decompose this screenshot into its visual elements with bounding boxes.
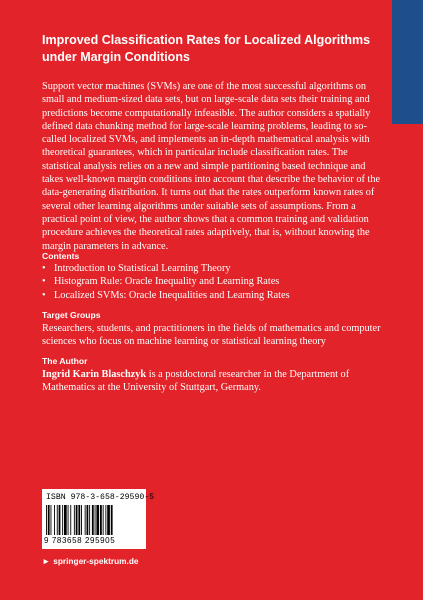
author-bio — [42, 368, 388, 395]
publisher-website[interactable] — [42, 556, 139, 566]
list-item — [42, 289, 290, 302]
abstract-text: Support vector machines (SVMs) are one of the most successful algorithms on small and medium-sized data sets, but on large-scale data sets their training and predictions become computationally infeasible. The author considers a spatially defined data chunking method for large-scale learning problems, leading to so-called localized SVMs, and implements an in-depth mathematical analysis with theoretical guarantees, which in particular include classification rates. The statistical analysis relies on a new and simple partitioning based technique and takes well-known margin conditions into account that describe the behavior of the data-generating distribution. It turns out that the rates outperform known rates of several other learning algorithms under suitable sets of assumptions. From a practical point of view, the author shows that a common training and validation procedure achieves the theoretical rates adaptively, that is, without knowing the margin parameters in advance. — [42, 81, 381, 252]
barcode-digits: 9 783658 295905 — [44, 536, 116, 545]
contents-item-label: Histogram Rule: Oracle Inequality and Learning Rates — [54, 276, 280, 288]
isbn-label: ISBN 978-3-658-29590-5 — [46, 493, 155, 502]
list-item — [42, 275, 290, 288]
target-groups-text: Researchers, students, and practitioners in the fields of mathematics and computer sciences who focus on machine learning or statistical learning theory — [42, 323, 381, 348]
author-heading: The Author — [42, 356, 88, 366]
bullet-icon: • — [42, 276, 46, 288]
bullet-icon: • — [42, 289, 46, 301]
author-bio-text: is a postdoctoral researcher in the Department of Mathematics at the University of Stuttgart, Germany. — [42, 369, 350, 394]
website-url: springer-spektrum.de — [53, 556, 139, 566]
author-name: Ingrid Karin Blaschzyk — [42, 369, 147, 380]
arrow-right-icon: ► — [42, 556, 51, 566]
list-item — [42, 262, 290, 275]
contents-list — [42, 262, 290, 302]
target-groups-heading: Target Groups — [42, 310, 101, 320]
bullet-icon: • — [42, 263, 46, 274]
barcode-bars — [45, 505, 143, 535]
book-title: Improved Classification Rates for Localized Algorithms under Margin Conditions — [42, 33, 371, 64]
contents-item-label: Localized SVMs: Oracle Inequalities and Learning Rates — [54, 289, 290, 301]
cover-accent-tab — [392, 0, 423, 124]
isbn-barcode — [42, 489, 155, 549]
contents-heading: Contents — [42, 251, 80, 261]
contents-item-label: Introduction to Statistical Learning Theory — [54, 263, 231, 274]
